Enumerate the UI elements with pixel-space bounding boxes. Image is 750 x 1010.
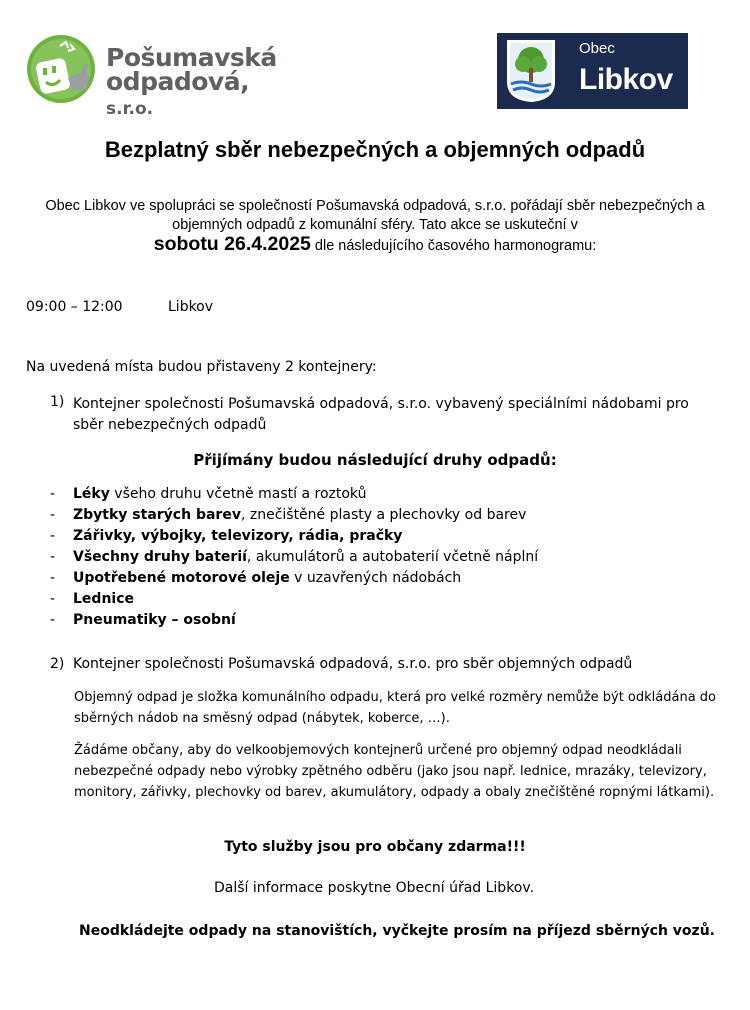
containers-intro: Na uvedená místa budou přistaveny 2 kontejnery: xyxy=(26,359,377,375)
container-item-hazardous: Kontejner společnosti Pošumavská odpadová, s.r.o. vybavený speciálními nádobami pro sběr nebezpečných odpadů xyxy=(73,396,689,433)
waste-type: Zbytky starých barev xyxy=(73,507,241,523)
list-dash: - xyxy=(50,591,56,607)
warning-note: Neodkládejte odpady na stanovištích, vyčkejte prosím na příjezd sběrných vozů. xyxy=(79,923,715,939)
bulky-waste-request: Žádáme občany, aby do velkoobjemových kontejnerů určené pro objemný odpad neodkládali nebezpečné odpady nebo výrobky zpětného odběru (jako jsou např. lednice, mrazáky, televizory, monitory, zářivky, plechovky od barev, akumulátory, odpady a obaly znečištěné ropnými látkami). xyxy=(74,743,715,800)
tree-emblem-icon xyxy=(505,38,557,104)
list-dash: - xyxy=(50,486,56,502)
bulky-waste-definition: Objemný odpad je složka komunálního odpadu, která pro velké rozměry nemůže být odkládána do sběrných nádob na směsný odpad (nábytek, koberce, …). xyxy=(74,690,717,726)
waste-type: Upotřebené motorové oleje xyxy=(73,570,290,586)
list-dash: - xyxy=(50,528,56,544)
list-number: 2) xyxy=(50,656,65,672)
waste-type: Léky xyxy=(73,486,110,502)
list-dash: - xyxy=(50,570,56,586)
waste-type: Všechny druhy baterií xyxy=(73,549,247,565)
municipality-label: Obec xyxy=(579,40,615,57)
event-date: sobotu 26.4.2025 xyxy=(153,233,311,255)
waste-type: Pneumatiky – osobní xyxy=(73,612,236,628)
list-dash: - xyxy=(50,507,56,523)
schedule-time: 09:00 – 12:00 xyxy=(26,299,123,315)
free-service-note: Tyto služby jsou pro občany zdarma!!! xyxy=(224,839,526,855)
waste-detail: v uzavřených nádobách xyxy=(289,570,462,586)
waste-detail: , akumulátorů a autobaterií včetně náplní xyxy=(246,549,539,565)
company-mascot-icon xyxy=(26,34,96,104)
list-dash: - xyxy=(50,612,56,628)
company-name xyxy=(106,43,286,121)
container-item-bulky: Kontejner společnosti Pošumavská odpadová, s.r.o. pro sběr objemných odpadů xyxy=(73,656,633,672)
intro-paragraph xyxy=(25,197,725,256)
company-logo xyxy=(26,34,286,119)
company-name-suffix: s.r.o. xyxy=(106,99,154,119)
waste-type: Zářivky, výbojky, televizory, rádia, pračky xyxy=(73,528,403,544)
page-title: Bezplatný sběr nebezpečných a objemných odpadů xyxy=(104,137,646,162)
municipality-name: Libkov xyxy=(579,63,673,96)
waste-detail: všeho druhu včetně mastí a roztoků xyxy=(109,486,367,502)
list-number: 1) xyxy=(50,394,65,410)
accepted-waste-heading: Přijímány budou následující druhy odpadů: xyxy=(193,451,557,469)
intro-text: Obec Libkov ve spolupráci se společností Pošumavská odpadová, s.r.o. pořádají sběr nebezpečných a objemných odpadů z komunální sféry. Tato akce se uskuteční v xyxy=(45,198,705,233)
list-dash: - xyxy=(50,549,56,565)
company-name-line2: odpadová, xyxy=(106,67,250,96)
intro-after-date: dle následujícího časového harmonogramu: xyxy=(314,238,597,254)
waste-detail: , znečištěné plasty a plechovky od barev xyxy=(240,507,527,523)
municipality-logo xyxy=(497,33,688,109)
waste-type: Lednice xyxy=(73,591,134,607)
company-name-line1: Pošumavská xyxy=(106,43,277,72)
schedule-place: Libkov xyxy=(168,299,214,315)
info-note: Další informace poskytne Obecní úřad Libkov. xyxy=(213,880,535,896)
